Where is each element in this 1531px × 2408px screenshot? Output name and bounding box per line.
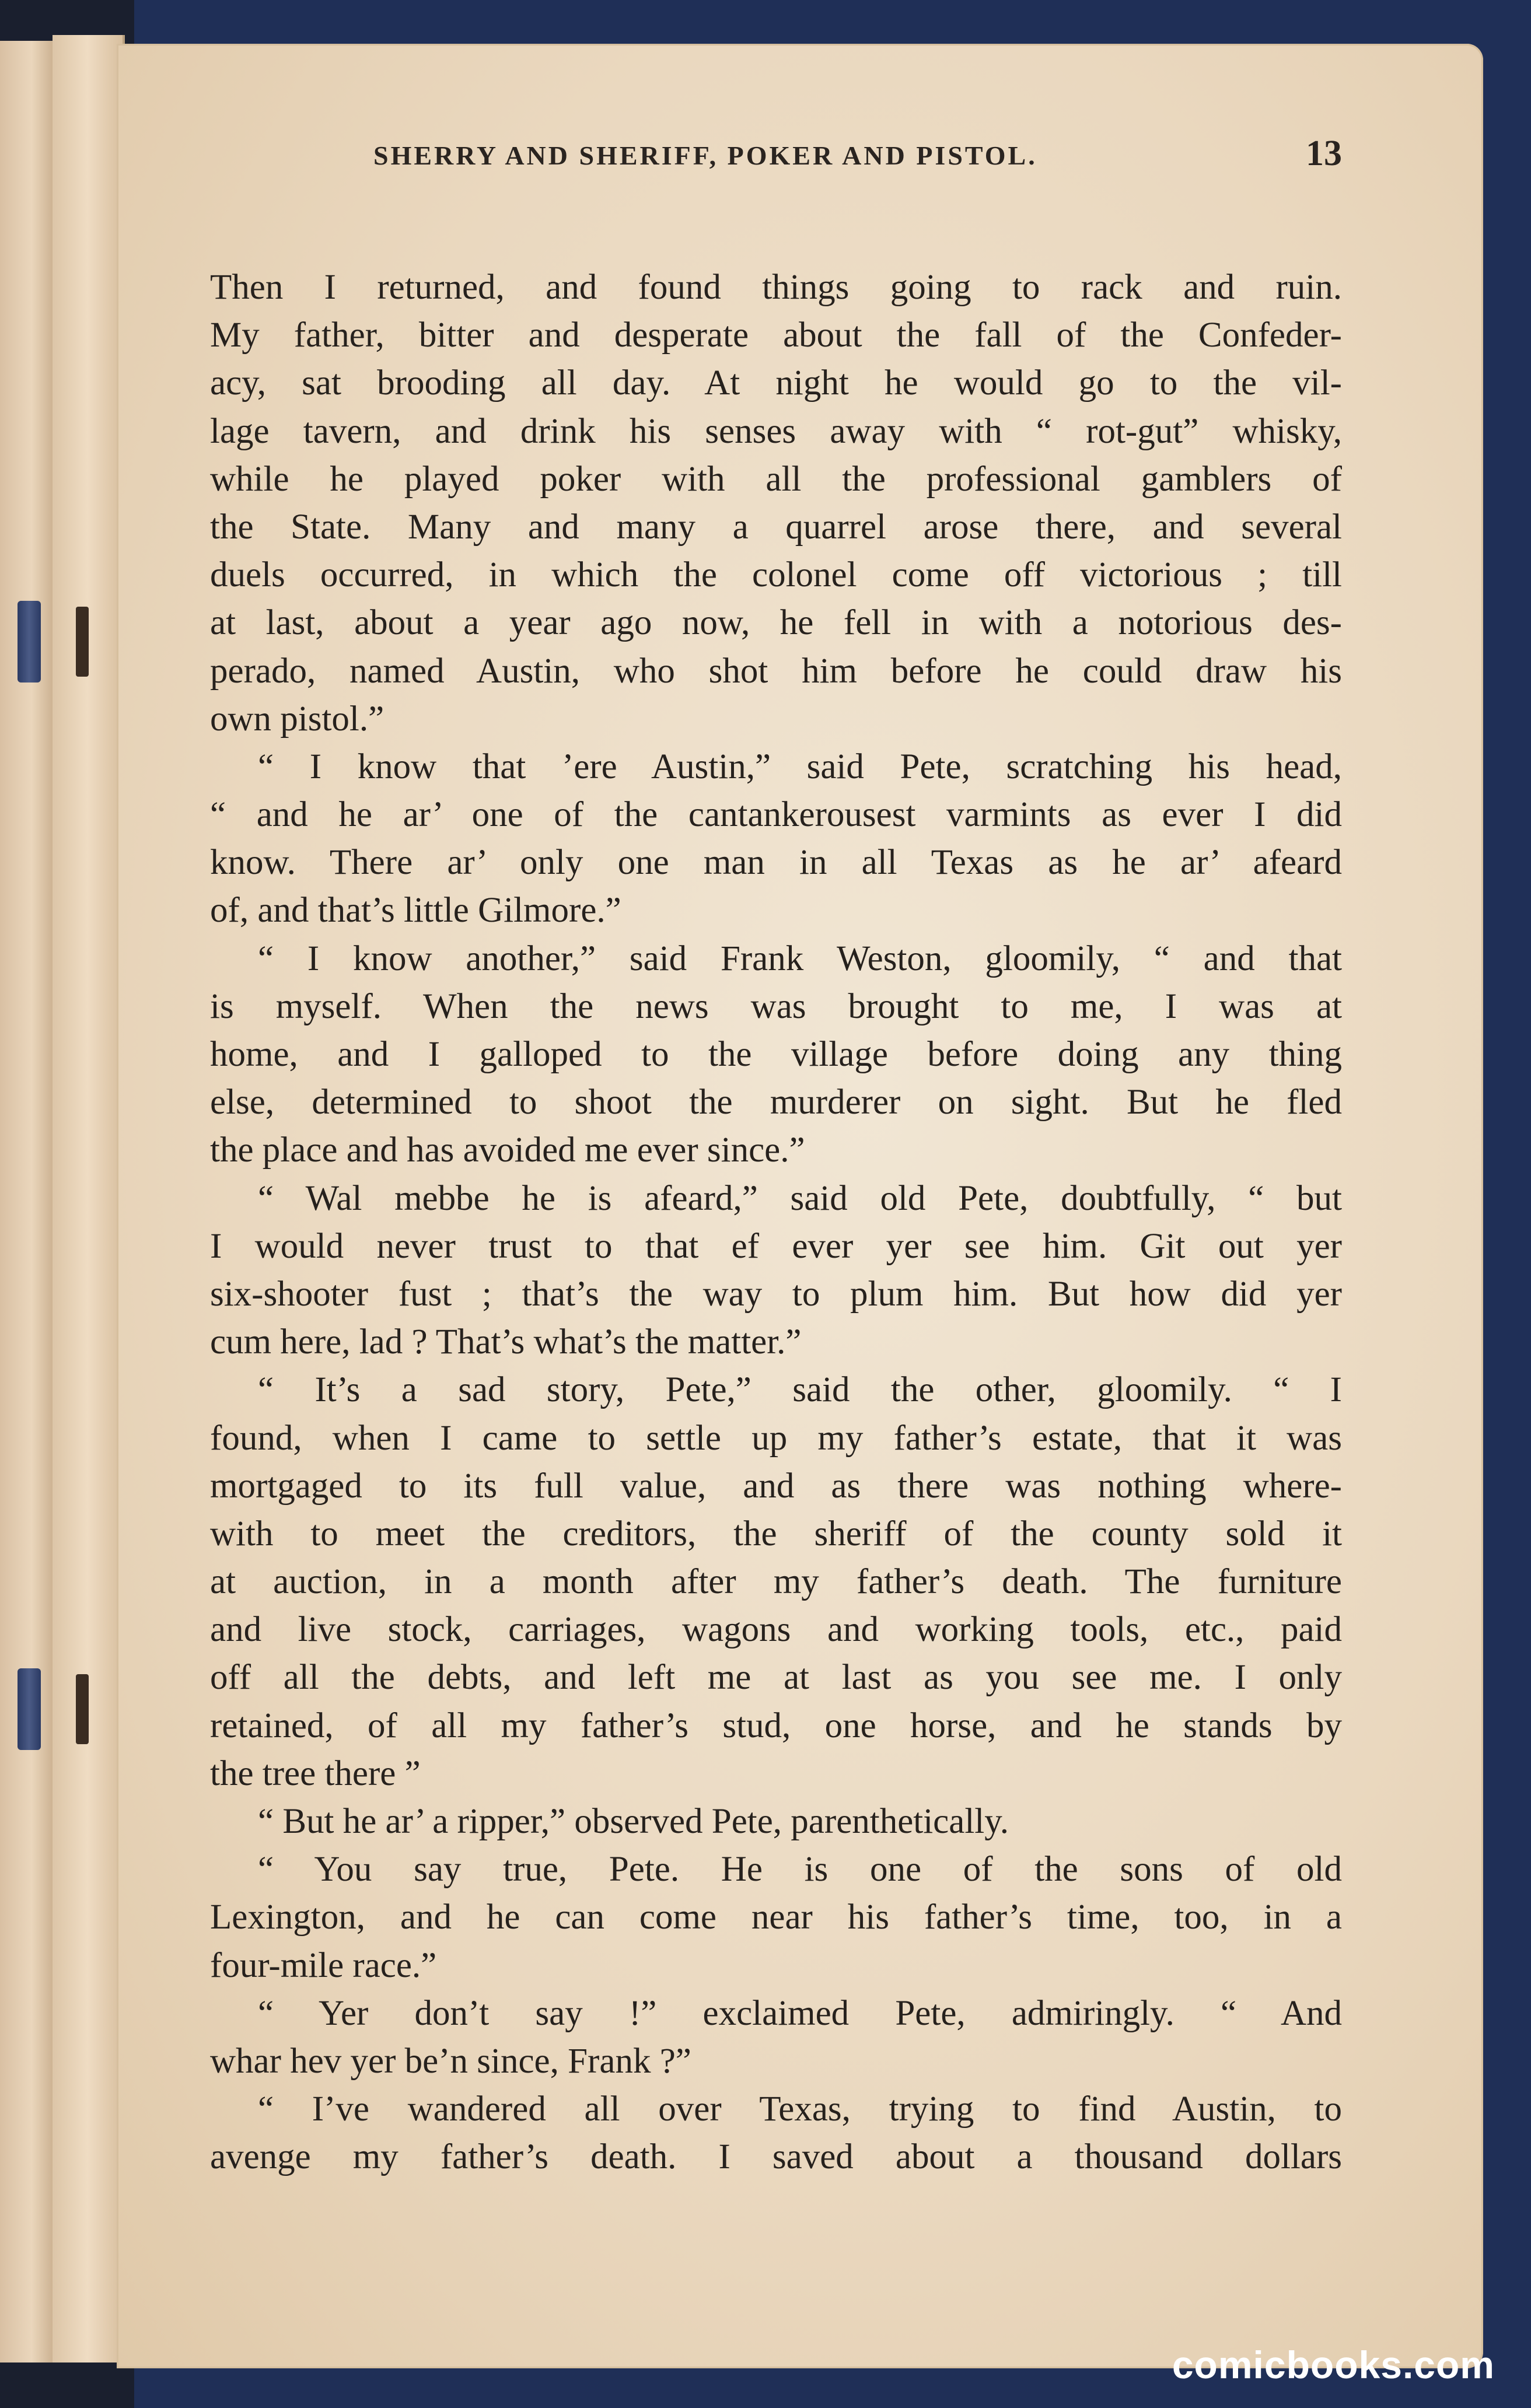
text-line: “ You say true, Pete. He is one of the sons of old (258, 1850, 1342, 1889)
text-line: cum here, lad ? That’s what’s the matter.” (210, 1322, 802, 1362)
text-line: know. There ar’ only one man in all Texas as he ar’ afeard (210, 843, 1342, 883)
text-line: mortgaged to its full value, and as there was nothing where- (210, 1466, 1342, 1506)
text-line: “ Wal mebbe he is afeard,” said old Pete, doubtfully, “ but (258, 1178, 1342, 1218)
text-line: perado, named Austin, who shot him before he could draw his (210, 651, 1342, 691)
staple-top (18, 601, 41, 682)
text-line: retained, of all my father’s stud, one horse, and he stands by (210, 1706, 1342, 1745)
text-line: I would never trust to that ef ever yer see him. Git out yer (210, 1226, 1342, 1266)
text-line: home, and I galloped to the village before doing any thing (210, 1035, 1342, 1074)
text-line: of, and that’s little Gilmore.” (210, 891, 621, 930)
staple-hole-bottom (76, 1674, 89, 1744)
text-line: “ But he ar’ a ripper,” observed Pete, parenthetically. (258, 1802, 1009, 1841)
text-line: six-shooter fust ; that’s the way to plum him. But how did yer (210, 1274, 1342, 1314)
text-line: “ Yer don’t say !” exclaimed Pete, admiringly. “ And (258, 1993, 1342, 2033)
text-line: at last, about a year ago now, he fell in with a notorious des- (210, 603, 1342, 643)
body-text (210, 264, 1342, 2182)
text-line: the place and has avoided me ever since.” (210, 1130, 805, 1170)
staple-bottom (18, 1668, 41, 1750)
text-line: at auction, in a month after my father’s death. The furniture (210, 1562, 1342, 1602)
page-number: 13 (1306, 134, 1342, 173)
text-line: is myself. When the news was brought to me, I was at (210, 986, 1342, 1026)
text-line: duels occurred, in which the colonel come off victorious ; till (210, 555, 1342, 595)
text-line: acy, sat brooding all day. At night he would go to the vil- (210, 363, 1342, 403)
text-line: the tree there ” (210, 1754, 421, 1793)
staple-hole-top (76, 607, 89, 677)
text-line: “ I’ve wandered all over Texas, trying to find Austin, to (258, 2090, 1342, 2129)
text-line: with to meet the creditors, the sheriff of the county sold it (210, 1514, 1342, 1553)
text-line: lage tavern, and drink his senses away with “ rot-gut” whisky, (210, 411, 1342, 451)
spine-strip (53, 35, 125, 2362)
text-line: else, determined to shoot the murderer on sight. But he fled (210, 1083, 1342, 1122)
text-line: “ and he ar’ one of the cantankerousest varmints as ever I did (210, 795, 1342, 835)
text-line: “ I know another,” said Frank Weston, gloomily, “ and that (258, 939, 1342, 978)
text-line: “ It’s a sad story, Pete,” said the other, gloomily. “ I (258, 1370, 1342, 1410)
text-line: own pistol.” (210, 699, 385, 738)
text-line: off all the debts, and left me at last as you see me. I only (210, 1658, 1342, 1698)
cover-edge (0, 41, 54, 2362)
text-line: My father, bitter and desperate about the fall of the Confeder- (210, 316, 1342, 355)
text-line: found, when I came to settle up my father’s estate, that it was (210, 1418, 1342, 1458)
text-line: avenge my father’s death. I saved about a thousand dollars (210, 2137, 1342, 2177)
text-line: whar hev yer be’n since, Frank ?” (210, 2041, 691, 2081)
text-line: while he played poker with all the professional gamblers of (210, 459, 1342, 499)
watermark: comicbooks.com (1172, 2343, 1495, 2386)
text-line: Lexington, and he can come near his father’s time, too, in a (210, 1898, 1342, 1937)
text-line: and live stock, carriages, wagons and working tools, etc., paid (210, 1610, 1342, 1650)
page-header (373, 128, 1342, 187)
running-head: SHERRY AND SHERIFF, POKER AND PISTOL. (373, 141, 1037, 170)
text-line: four-mile race.” (210, 1945, 437, 1985)
text-line: Then I returned, and found things going to rack and ruin. (210, 268, 1342, 307)
text-line: the State. Many and many a quarrel arose there, and several (210, 507, 1342, 547)
text-line: “ I know that ’ere Austin,” said Pete, scratching his head, (258, 747, 1342, 786)
